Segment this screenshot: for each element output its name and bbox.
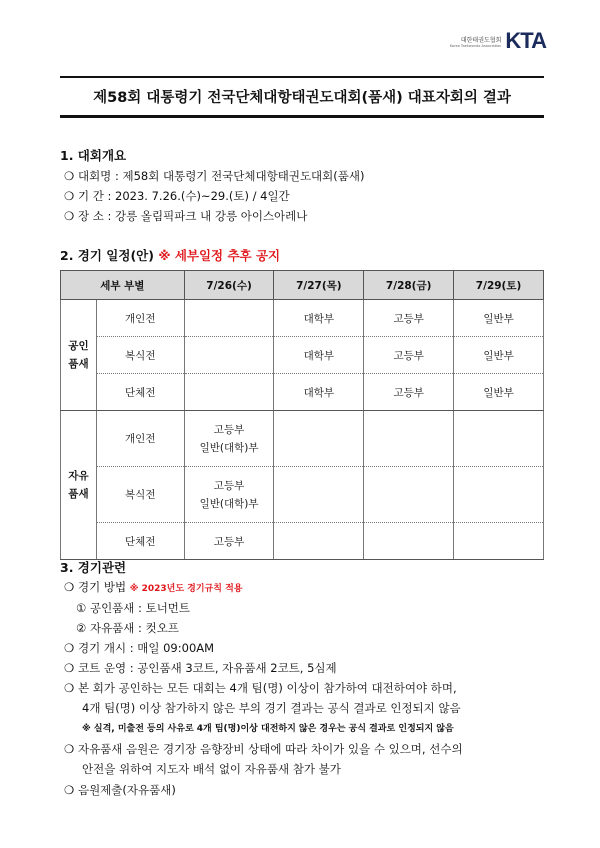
schedule-cell — [184, 337, 274, 374]
schedule-table — [60, 270, 544, 560]
schedule-cell: 고등부 — [364, 337, 454, 374]
schedule-cell: 대학부 — [274, 337, 364, 374]
schedule-cell — [364, 411, 454, 467]
table-row — [61, 337, 544, 374]
schedule-cell: 대학부 — [274, 374, 364, 411]
logo-org-sub: Korea Taekwondo Association — [449, 43, 502, 48]
table-row — [61, 300, 544, 337]
logo-org-name: 대한태권도협회 — [460, 36, 502, 44]
schedule-cell: 고등부 — [364, 374, 454, 411]
schedule-cell: 일반부 — [454, 337, 544, 374]
header-date: 7/27(목) — [274, 271, 364, 300]
music-line-2: 안전을 위하여 지도자 배석 없이 자유품새 참가 불가 — [82, 762, 341, 776]
method-sub-2: ② 자유품새 : 컷오프 — [76, 621, 179, 635]
rule-line-2: 4개 팀(명) 이상 참가하지 않은 부의 경기 결과는 공식 결과로 인정되지 않음 — [82, 701, 461, 715]
method-line — [64, 579, 242, 595]
schedule-cell — [184, 374, 274, 411]
schedule-cell — [274, 467, 364, 523]
schedule-cell: 고등부 — [184, 523, 274, 560]
event-cell: 복식전 — [96, 337, 184, 374]
schedule-cell — [274, 411, 364, 467]
schedule-cell — [454, 467, 544, 523]
section1-item-3: ❍ 장 소 : 강릉 올림픽파크 내 강릉 아이스아레나 — [64, 209, 308, 223]
method-text: ❍ 경기 방법 — [64, 580, 127, 594]
logo-mark: KTA — [505, 28, 546, 53]
table-row — [61, 467, 544, 523]
court-line: ❍ 코트 운영 : 공인품새 3코트, 자유품새 2코트, 5심제 — [64, 661, 337, 675]
schedule-cell: 대학부 — [274, 300, 364, 337]
schedule-cell — [364, 523, 454, 560]
event-cell: 단체전 — [96, 523, 184, 560]
table-row — [61, 523, 544, 560]
section2-heading-text: 2. 경기 일정(안) — [60, 248, 154, 263]
section3-heading: 3. 경기관련 — [60, 560, 127, 575]
kta-logo — [450, 28, 546, 54]
event-cell: 개인전 — [96, 411, 184, 467]
schedule-cell — [364, 467, 454, 523]
document-title: 제58회 대통령기 전국단체대항태권도대회(품새) 대표자회의 결과 — [60, 76, 544, 118]
schedule-cell — [454, 411, 544, 467]
section1-heading: 1. 대회개요 — [60, 148, 127, 163]
method-sub-1: ① 공인품새 : 토너먼트 — [76, 601, 191, 615]
rule-line-1: ❍ 본 회가 공인하는 모든 대회는 4개 팀(명) 이상이 참가하여 대전하여야 하며, — [64, 681, 457, 695]
group-label: 공인 품새 — [61, 300, 97, 411]
method-note: ※ 2023년도 경기규칙 적용 — [129, 584, 243, 594]
music-line-1: ❍ 자유품새 음원은 경기장 음향장비 상태에 따라 차이가 있을 수 있으며, 선수의 — [64, 742, 463, 756]
schedule-cell: 일반부 — [454, 374, 544, 411]
section2-heading — [60, 246, 280, 264]
table-row — [61, 411, 544, 467]
header-date: 7/26(수) — [184, 271, 274, 300]
start-line: ❍ 경기 개시 : 매일 09:00AM — [64, 641, 215, 655]
rule-note: ※ 실격, 미출전 등의 사유로 4개 팀(명)이상 대전하지 않은 경우는 공식 결과로 인정되지 않음 — [82, 724, 454, 734]
section1-item-1: ❍ 대회명 : 제58회 대통령기 전국단체대항태권도대회(품새) — [64, 169, 365, 183]
header-date: 7/28(금) — [364, 271, 454, 300]
table-row — [61, 374, 544, 411]
table-header-row — [61, 271, 544, 300]
schedule-cell — [274, 523, 364, 560]
schedule-cell: 고등부 일반(대학)부 — [184, 467, 274, 523]
event-cell: 복식전 — [96, 467, 184, 523]
event-cell: 단체전 — [96, 374, 184, 411]
header-division: 세부 부별 — [61, 271, 185, 300]
header-date: 7/29(토) — [454, 271, 544, 300]
group-label: 자유 품새 — [61, 411, 97, 560]
section2-heading-note: ※ 세부일정 추후 공지 — [158, 248, 281, 263]
event-cell: 개인전 — [96, 300, 184, 337]
section1-item-2: ❍ 기 간 : 2023. 7.26.(수)~29.(토) / 4일간 — [64, 189, 290, 203]
schedule-cell: 고등부 — [364, 300, 454, 337]
logo-text — [450, 35, 502, 48]
schedule-cell — [184, 300, 274, 337]
music-line-3: ❍ 음원제출(자유품새) — [64, 783, 176, 797]
schedule-cell — [454, 523, 544, 560]
schedule-cell: 일반부 — [454, 300, 544, 337]
schedule-cell: 고등부 일반(대학)부 — [184, 411, 274, 467]
